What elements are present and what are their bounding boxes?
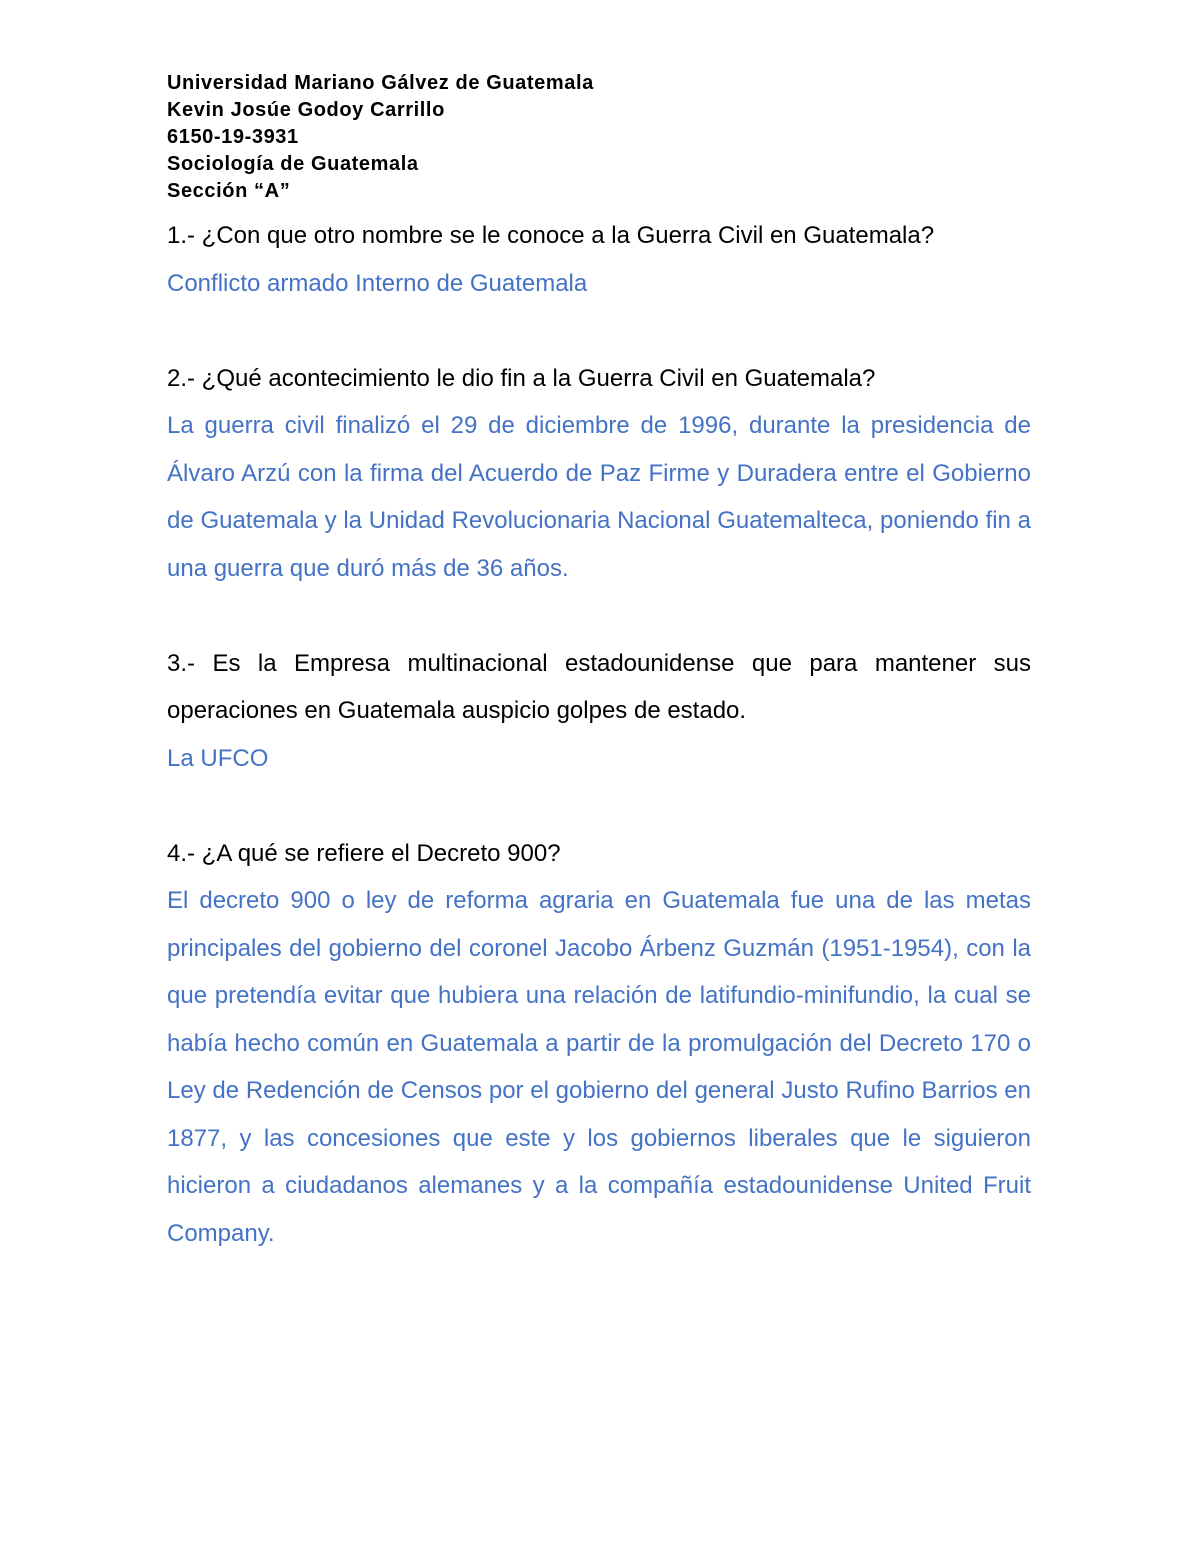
question-block-1 (167, 212, 1031, 307)
question-text: 3.- Es la Empresa multinacional estadounidense que para mantener sus operaciones en Guatemala auspicio golpes de estado. (167, 649, 1031, 724)
student-id: 6150-19-3931 (167, 126, 299, 148)
spacer (167, 307, 1031, 355)
student-name: Kevin Josúe Godoy Carrillo (167, 99, 445, 121)
question-text: 2.- ¿Qué acontecimiento le dio fin a la Guerra Civil en Guatemala? (167, 364, 876, 392)
question-text: 1.- ¿Con que otro nombre se le conoce a la Guerra Civil en Guatemala? (167, 222, 935, 249)
course-name: Sociología de Guatemala (167, 153, 419, 175)
answer-text: La UFCO (167, 744, 269, 772)
document-header (167, 70, 1031, 205)
university-name: Universidad Mariano Gálvez de Guatemala (167, 72, 594, 94)
document-content (167, 70, 1031, 1257)
question-block-3 (167, 640, 1031, 783)
answer-text: El decreto 900 o ley de reforma agraria en Guatemala fue una de las metas principales del gobierno del coronel Jacobo Árbenz Guzmán (1951-1954), con la que pretendía evitar que hubiera una relación de latifundio-minifundio, la cual se había hecho común en Guatemala a partir de la promulgación del Decreto 170 o Ley de Redención de Censos por el gobierno del general Justo Rufino Barrios en 1877, y las concesiones que este y los gobiernos liberales que le siguieron hicieron a ciudadanos alemanes y a la compañía estadounidense United Fruit Company. (167, 887, 1031, 1247)
section-name: Sección “A” (167, 180, 291, 202)
answer-text: La guerra civil finalizó el 29 de diciembre de 1996, durante la presidencia de Álvaro Arzú con la firma del Acuerdo de Paz Firme y Duradera entre el Gobierno de Guatemala y la Unidad Revolucionaria Nacional Guatemalteca, poniendo fin a una guerra que duró más de 36 años. (167, 412, 1031, 582)
question-block-2 (167, 355, 1031, 593)
answer-text: Conflicto armado Interno de Guatemala (167, 269, 588, 297)
question-block-4 (167, 830, 1031, 1258)
spacer (167, 782, 1031, 830)
spacer (167, 592, 1031, 640)
question-text: 4.- ¿A qué se refiere el Decreto 900? (167, 839, 561, 867)
